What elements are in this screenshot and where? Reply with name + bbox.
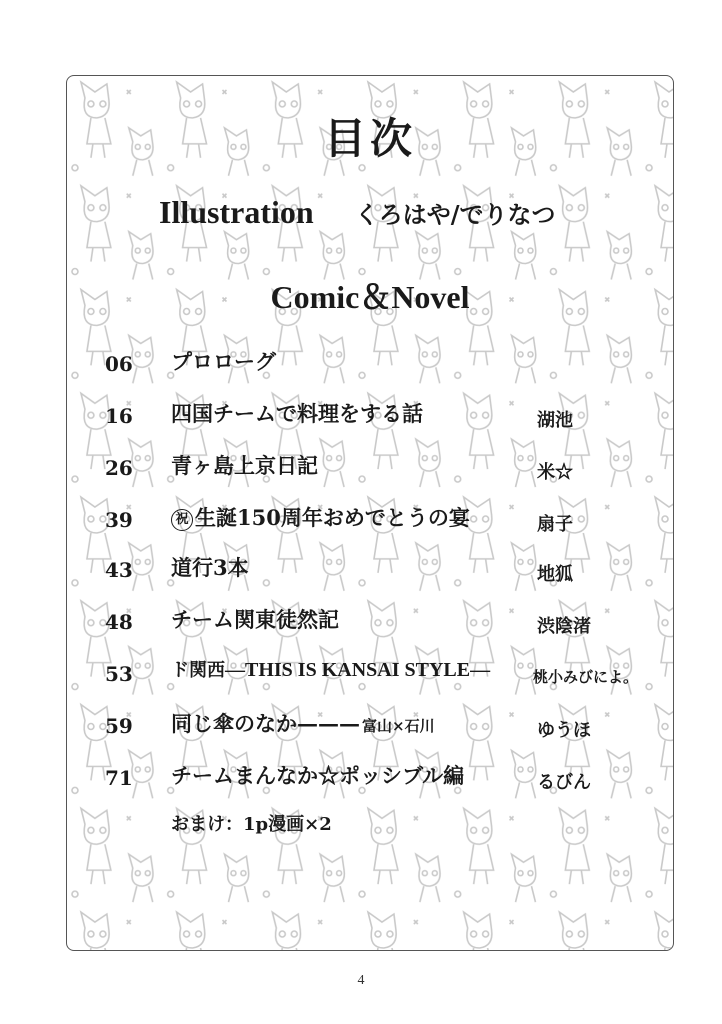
entry-author: るびん — [537, 772, 591, 793]
entry-subtitle: 富山×石川 — [362, 717, 435, 735]
toc-entry[interactable] — [67, 758, 673, 798]
entry-page-number: 59 — [105, 714, 133, 738]
toc-entry[interactable] — [67, 448, 673, 488]
entry-author: 扇子 — [537, 514, 573, 535]
entry-title: プロローグ — [171, 349, 276, 374]
entry-title: 道行3本 — [171, 555, 249, 580]
entry-page-number: 43 — [105, 558, 133, 582]
entry-title: 同じ傘のなか——— — [171, 711, 360, 736]
entry-title-wrap — [171, 656, 490, 682]
entry-title: 四国チームで料理をする話 — [171, 401, 423, 426]
section-heading: Comic＆Novel — [270, 279, 470, 315]
page-frame — [66, 75, 674, 951]
toc-entry[interactable] — [67, 500, 673, 540]
entry-title-prefix: ド関西 — [171, 660, 225, 681]
bonus-note: おまけ：1p漫画×2 — [171, 814, 332, 835]
illustrator-names: くろはや/でりなつ — [354, 200, 556, 229]
toc-entry[interactable] — [67, 602, 673, 642]
entry-page-number: 48 — [105, 610, 133, 634]
toc-entry[interactable] — [67, 396, 673, 436]
page-title: 目次 — [323, 114, 416, 163]
entry-page-number: 53 — [105, 662, 133, 686]
illustration-credit — [159, 194, 556, 231]
entry-author: 桃小みびによ。 — [533, 668, 639, 686]
entry-title-wrap — [171, 708, 435, 738]
entry-page-number: 71 — [105, 766, 133, 790]
entry-page-number: 39 — [105, 508, 133, 532]
entry-title: 青ヶ島上京日記 — [171, 453, 318, 478]
entry-title: 生誕150周年おめでとうの宴 — [195, 505, 470, 530]
entry-page-number: 16 — [105, 404, 133, 428]
entry-author: 米☆ — [537, 462, 573, 483]
entry-author: ゆうほ — [537, 720, 591, 741]
entry-title: チームまんなか☆ポッシブル編 — [171, 763, 465, 788]
illustration-label: Illustration — [159, 194, 314, 230]
entry-title-wrap — [171, 502, 470, 532]
entry-title: チーム関東徒然記 — [171, 607, 339, 632]
entry-title: —THIS IS KANSAI STYLE— — [225, 659, 491, 681]
entry-page-number: 26 — [105, 456, 133, 480]
toc-entry[interactable] — [67, 706, 673, 746]
entry-author: 渋陰渚 — [537, 616, 591, 637]
page-number: 4 — [357, 973, 365, 988]
toc-entry[interactable] — [67, 344, 673, 384]
entry-author: 地狐 — [537, 564, 573, 585]
celebration-badge: 祝 — [171, 509, 193, 531]
entry-page-number: 06 — [105, 352, 133, 376]
entry-author: 湖池 — [537, 410, 573, 431]
toc-entry[interactable] — [67, 654, 673, 694]
toc-entry[interactable] — [67, 550, 673, 590]
